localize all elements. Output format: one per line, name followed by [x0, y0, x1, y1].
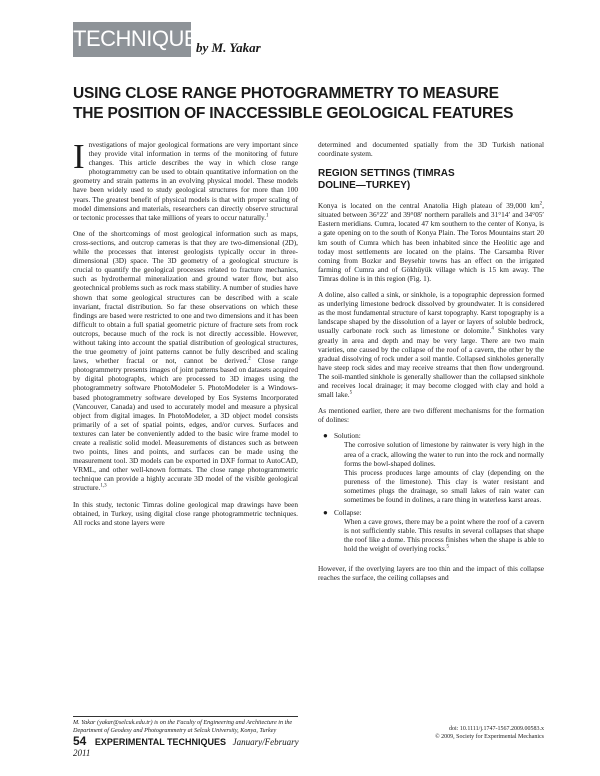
body-text: Close range photogrammetry presents images of joint patterns based on datasets acquired by digital photographs, which are processed to 3D images using the photogrammetry software PhotoModeler 5. PhotoModeler is a Windows-based photogrammetry software developed by Eos Systems Incorporated (Vancouver, Canada) and used to accurately model and measure a physical object from digital images. In PhotoModeler, a 3D object model consists primarily of a set of spatial points, edges, and/or curves. Surfaces and textures can later be conveniently added to the basic wire frame model to create a realistic solid model. Measurements of distances such as between two points, lines and points, and surfaces can be made using the measurement tool. 3D models can be exported in DXF format to AutoCAD, VRML, and other well-known formats. The close range photogrammetric technique can provide a highly accurate 3D model of the visible geological structure. — [73, 356, 298, 493]
author-footnote: M. Yakar (yakar@selcuk.edu.tr) is on the Faculty of Engineering and Architecture in the Department of Geodesy and Photogrammetry at Selcuk University, Konya, Turkey — [73, 719, 293, 734]
bullet-text — [334, 517, 544, 553]
body-paragraph — [318, 290, 544, 399]
body-paragraph: However, if the overlying layers are too thin and the impact of this collapse reaches the surface, the ceiling collapses and — [318, 563, 544, 582]
reference-mark: 1,3 — [100, 484, 107, 490]
reference-mark: 5 — [446, 545, 450, 551]
footnote-rule — [73, 716, 298, 717]
body-paragraph: In this study, tectonic Timras doline geological map drawings have been obtained, in Turkey, using digital close range photogrammetric techniques. All rocks and stone layers were — [73, 499, 298, 527]
article-title — [73, 84, 543, 124]
body-paragraph — [73, 229, 298, 493]
section-heading — [318, 168, 544, 192]
reference-mark: 2 — [248, 356, 251, 362]
intro-text: nvestigations of major geological formations are very important since they provide vital information in terms of the monitoring of future changes. This article describes the way in which close range photogrammetry can be used to obtain quantitative information on the geometry and strain patterns in an evolving physical model. These models have been widely used to study geological structures for more than 100 years. The greatest benefit of physical models is that with proper scaling of model dimensions and materials, researchers can directly observe structural or tectonic processes that take millions of years to occur naturally. — [73, 140, 298, 222]
body-paragraph: determined and documented spatially from the 3D Turkish national coordinate system. — [318, 140, 544, 159]
right-column — [318, 140, 544, 589]
body-text: Sinkholes vary greatly in area and depth and may be very large. There are two main varieties, one caused by the collapse of the roof of a cavern, the other by the gradual dissolving of rock under a soil mantle. Collapsed sinkholes generally have steep rock sides and may receive streams that then flow underground. The soil-mantled sinkhole is generally shallower than the collapsed sinkhole and receives local drainage; it may become clogged with clay and hold a small lake. — [318, 326, 544, 400]
doi-block — [420, 726, 544, 741]
title-line-1: USING CLOSE RANGE PHOTOGRAMMETRY TO MEASURE — [73, 85, 499, 102]
body-text: , situated between 36°22′ and 39°08′ northern parallels and 31°14′ and 34°05′ Eastern meridians. Cumra, located 47 km southern to the center of Konya, is a gate opening on to the south of Konya Plain. The Toros Mountains start 20 km south of Cumra which has been inhabited since the Heolitic age and today most settlements are located on the plains. The Carsamba River coming from Bozkır and Beysehir towns has an effect on the irrigated farming of Cumra and of Gökhüyük village which is 15 km away. The Timras doline is in this region (Fig. 1). — [318, 201, 544, 283]
bullet-icon: ● — [323, 431, 328, 441]
author-byline: by M. Yakar — [196, 40, 261, 55]
section-tag: TECHNIQUES — [73, 22, 191, 56]
drop-cap: I — [73, 137, 85, 176]
heading-line-1: REGION SETTINGS (TIMRAS — [318, 168, 455, 180]
body-paragraph — [318, 201, 544, 283]
body-text: Konya is located on the central Anatolia High plateau of 39,000 km — [318, 201, 540, 211]
bullet-icon: ● — [323, 508, 328, 518]
reference-mark: 4 — [491, 326, 494, 332]
title-line-2: THE POSITION OF INACCESSIBLE GEOLOGICAL FEATURES — [73, 105, 514, 122]
issue-date: January/February 2011 — [73, 737, 299, 758]
reference-mark: 5 — [349, 390, 353, 396]
intro-paragraph — [73, 137, 298, 222]
left-column — [73, 137, 298, 534]
superscript: 2 — [539, 201, 543, 207]
journal-name: EXPERIMENTAL TECHNIQUES — [94, 737, 227, 747]
heading-line-2: DOLINE—TURKEY) — [318, 180, 411, 192]
bullet-item-collapse — [318, 508, 544, 553]
page-footer — [73, 734, 304, 758]
bullet-item-solution — [318, 431, 544, 504]
body-text: One of the shortcomings of most geological information such as maps, cross-sections, and outcrop cameras is that they are two-dimensional (2D), while the processes that interest geologists typically occur in three-dimensional (3D) space. The 3D geometry of a geological structure is crucial to quantify the geological processes related to fracture mechanics, such as hydrothermal mineralization and ground water flow, but also geotechnical problems such as rock mass stability. A number of studies have shown that some geological structures can be described with a scale invariant, fractal distribution. So far these observations on which these findings are based were restricted to one and two dimensions and it has been difficult to obtain a full spatial geometric picture of fracture sets from rock outcrops, because much of the rock is not directly accessible. However, without taking into account the spatial distribution of geological structures, the true geometry of joint patterns cannot be fully described and scaling laws, whether fractal or not, cannot be derived. — [73, 228, 298, 366]
header-rule — [73, 56, 191, 57]
bullet-label: Solution: — [334, 431, 361, 441]
bullet-text: The corrosive solution of limestone by rainwater is very high in the area of a crack, allowing the water to run into the rock and normally forms the bowl-shaped dolines. — [344, 440, 544, 468]
bullet-body: When a cave grows, there may be a point where the roof of a cavern is not sufficiently stable. This results in several collapses that shape the roof like a dome. This process finishes when the shape is able to hold the weight of overlying rocks. — [344, 517, 544, 554]
reference-mark: 1 — [266, 213, 269, 219]
body-text: A doline, also called a sink, or sinkhole, is a topographic depression formed as underlying limestone bedrock dissolved by groundwater. It is considered as the most fundamental structure of karst topography. Karst topography is a landscape shaped by the dissolution of a layer or layers of soluble bedrock, usually carbonate rock such as limestone or dolomite. — [318, 290, 544, 336]
bullet-label: Collapse: — [334, 508, 362, 518]
copyright: © 2009, Society for Experimental Mechanics — [435, 733, 544, 740]
bullet-text: This process produces large amounts of clay (depending on the pureness of the limestone). This clay is water resistant and sometimes plugs the drainage, so small lakes of rain water can sometimes be found in dolines, a rare thing in waterless karst areas. — [344, 467, 544, 504]
page-number: 54 — [73, 734, 87, 748]
body-paragraph: As mentioned earlier, there are two different mechanisms for the formation of dolines: — [318, 406, 544, 425]
doi: doi: 10.1111/j.1747-1567.2009.00583.x — [449, 726, 544, 732]
